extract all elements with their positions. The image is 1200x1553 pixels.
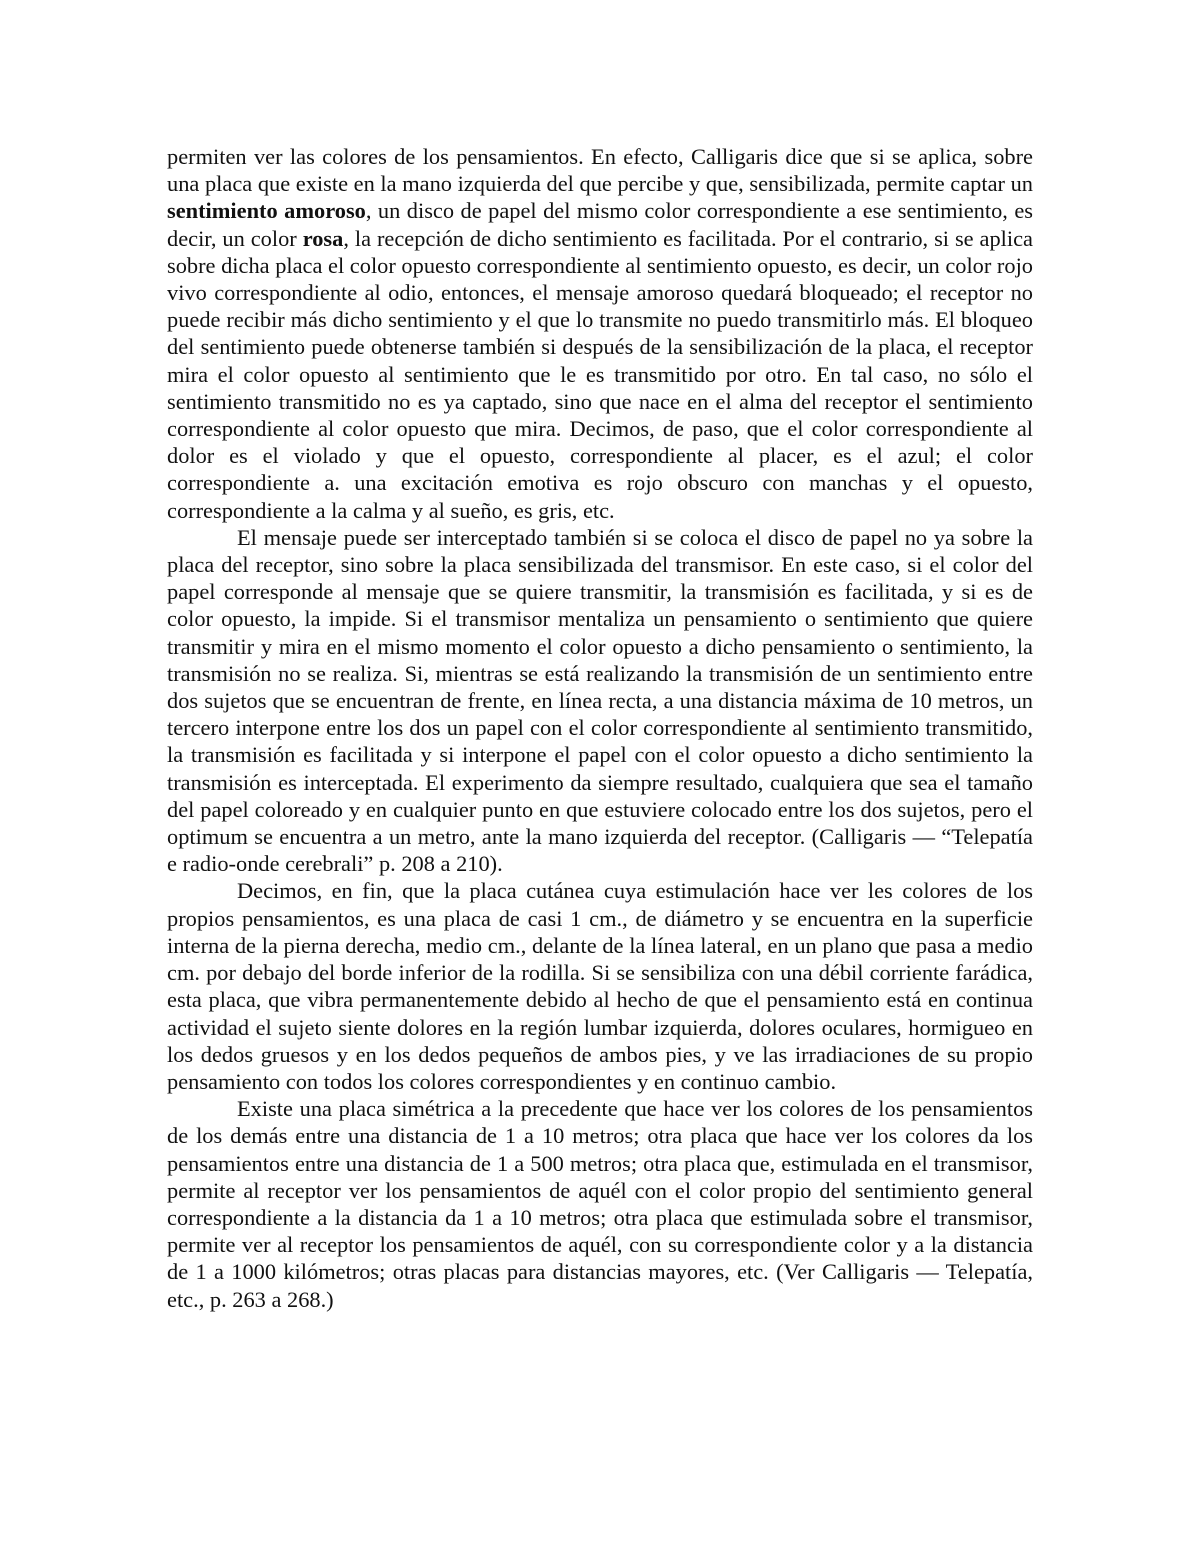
paragraph-3-text: Decimos, en fin, que la placa cutánea cuya estimulación hace ver les colores de los propios pensamientos, es una placa de casi 1 cm., de diámetro y se encuentra en la superficie interna de la pierna derecha, medio cm., delante de la línea lateral, en un plano que pasa a medio cm. por debajo del borde inferior de la rodilla. Si se sensibiliza con una débil corriente farádica, esta placa, que vibra permanentemente debido al hecho de que el pensamiento está en continua actividad el sujeto siente dolores en la región lumbar izquierda, dolores oculares, hormigueo en los dedos gruesos y en los dedos pequeños de ambos pies, y ve las irradiaciones de su propio pensamiento con todos los colores correspondientes y en continuo cambio. [167,878,1033,1094]
paragraph-2-text: El mensaje puede ser interceptado también si se coloca el disco de papel no ya sobre la placa del receptor, sino sobre la placa sensibilizada del transmisor. En este caso, si el color del papel corresponde al mensaje que se quiere transmitir, la transmisión es facilitada, y si es de color opuesto, la impide. Si el transmisor mentaliza un pensamiento o sentimiento que quiere transmitir y mira en el mismo momento el color opuesto a dicho pensamiento o sentimiento, la transmisión no se realiza. Si, mientras se está realizando la transmisión de un sentimiento entre dos sujetos que se encuentran de frente, en línea recta, a una distancia máxima de 10 metros, un tercero interpone entre los dos un papel con el color correspondiente al sentimiento transmitido, la transmisión es facilitada y si interpone el papel con el color opuesto a dicho sentimiento la transmisión es interceptada. El experimento da siempre resultado, cualquiera que sea el tamaño del papel coloreado y en cualquier punto en que estuviere colocado entre los dos sujetos, pero el optimum se encuentra a un metro, ante la mano izquierda del receptor. (Calligaris — “Telepatía e radio-onde cerebrali” p. 208 a 210). [167,524,1033,877]
paragraph-1-text-2: , un disco de papel del mismo color correspondiente a ese sentimiento, es decir, un color [167,198,1033,251]
paragraph-1 [167,143,1033,524]
paragraph-1-text-1: permiten ver las colores de los pensamientos. En efecto, Calligaris dice que si se aplica, sobre una placa que existe en la mano izquierda del que percibe y que, sensibilizada, permite captar un [167,144,1033,197]
paragraph-1-bold-sentimiento-amoroso: sentimiento amoroso [167,198,366,224]
paragraph-1-bold-rosa: rosa [302,225,344,251]
paragraph-1-text-3: , la recepción de dicho sentimiento es facilitada. Por el contrario, si se aplica sobre dicha placa el color opuesto correspondiente al sentimiento opuesto, es decir, un color rojo vivo correspondiente al odio, entonces, el mensaje amoroso quedará bloqueado; el receptor no puede recibir más dicho sentimiento y el que lo transmite no puedo transmitirlo más. El bloqueo del sentimiento puede obtenerse también si después de la sensibilización de la placa, el receptor mira el color opuesto al sentimiento que le es transmitido por otro. En tal caso, no sólo el sentimiento transmitido no es ya captado, sino que nace en el alma del receptor el sentimiento correspondiente al color opuesto que mira. Decimos, de paso, que el color correspondiente al dolor es el violado y que el opuesto, correspondiente al placer, es el azul; el color correspondiente a. una excitación emotiva es rojo obscuro con manchas y el opuesto, correspondiente a la calma y al sueño, es gris, etc. [167,225,1033,523]
paragraph-3 [167,877,1033,1095]
document-page [167,143,1033,1313]
paragraph-2 [167,524,1033,878]
paragraph-4-text: Existe una placa simétrica a la precedente que hace ver los colores de los pensamientos de los demás entre una distancia de 1 a 10 metros; otra placa que hace ver los colores da los pensamientos entre una distancia de 1 a 500 metros; otra placa que, estimulada en el transmisor, permite al receptor ver los pensamientos de aquél con el color propio del sentimiento general correspondiente a la distancia da 1 a 10 metros; otra placa que estimulada sobre el transmisor, permite ver al receptor los pensamientos de aquél, con su correspondiente color y a la distancia de 1 a 1000 kilómetros; otras placas para distancias mayores, etc. (Ver Calligaris — Telepatía, etc., p. 263 a 268.) [167,1096,1033,1312]
paragraph-4 [167,1095,1033,1313]
